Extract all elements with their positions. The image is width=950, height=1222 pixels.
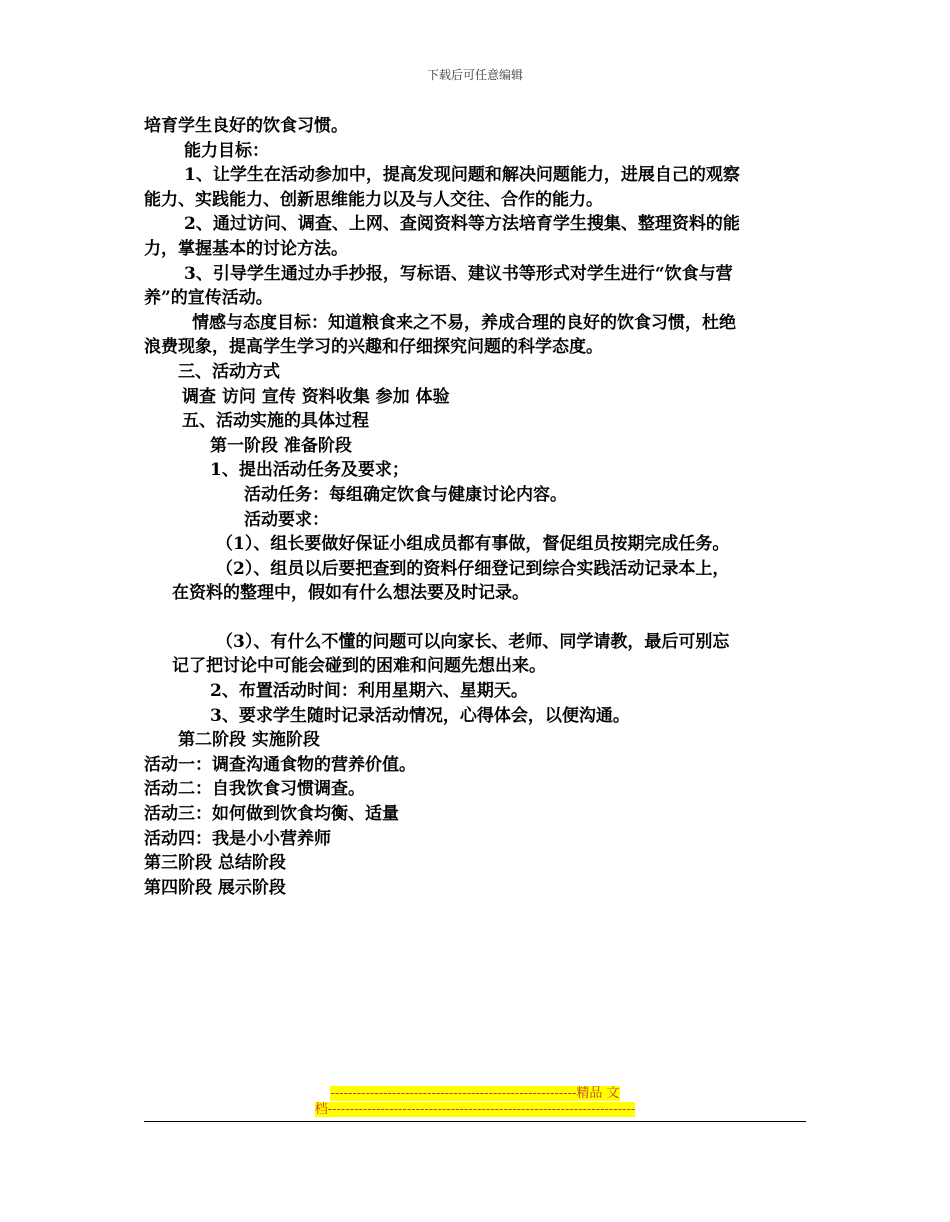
page-header: 下载后可任意编辑	[426, 68, 523, 82]
text-line: 五、活动实施的具体过程	[182, 411, 369, 432]
text-line: 活动四：我是小小营养师	[144, 828, 331, 849]
text-line: （3）、有什么不懂的问题可以向家长、老师、同学请教，最后可别忘	[216, 631, 730, 652]
text-line: 3、引导学生通过办手抄报，写标语、建议书等形式对学生进行“饮食与营	[184, 263, 733, 284]
text-line: 第二阶段 实施阶段	[178, 730, 320, 751]
text-line: 活动二：自我饮食习惯调查。	[144, 779, 365, 800]
text-line: 2、布置活动时间：利用星期六、星期天。	[210, 681, 528, 702]
text-line: 第一阶段 准备阶段	[210, 435, 352, 456]
text-line: （2）、组员以后要把查到的资料仔细登记到综合实践活动记录本上，	[216, 558, 730, 579]
text-line: 能力、实践能力、创新思维能力以及与人交往、合作的能力。	[144, 189, 603, 210]
text-line: 2、通过访问、调查、上网、查阅资料等方法培育学生搜集、整理资料的能	[184, 214, 740, 235]
text-line: 活动任务：每组确定饮食与健康讨论内容。	[244, 484, 567, 505]
text-line: 能力目标：	[184, 140, 269, 161]
text-line: 情感与态度目标：知道粮食来之不易，养成合理的良好的饮食习惯，杜绝	[192, 312, 736, 333]
text-line: 第三阶段 总结阶段	[144, 853, 286, 874]
text-line: 3、要求学生随时记录活动情况，心得体会，以便沟通。	[210, 705, 630, 726]
text-line: 养”的宣传活动。	[144, 288, 273, 309]
text-line: 调查 访问 宣传 资料收集 参加 体验	[182, 386, 450, 407]
footer-watermark	[0, 1086, 950, 1118]
text-line: 在资料的整理中，假如有什么想法要及时记录。	[172, 583, 529, 604]
document-body	[144, 114, 814, 900]
text-line: 三、活动方式	[178, 361, 280, 382]
footer-rule	[144, 1121, 806, 1122]
text-line: 活动要求：	[244, 509, 329, 530]
text-line: 1、让学生在活动参加中，提高发现问题和解决问题能力，进展自己的观察	[184, 165, 740, 186]
footer-line-2: 档----------------------------------------------------------------------	[314, 1102, 636, 1117]
text-line: 活动三：如何做到饮食均衡、适量	[144, 804, 399, 825]
text-line: （1）、组长要做好保证小组成员都有事做，督促组员按期完成任务。	[216, 534, 730, 555]
text-line: 力，掌握基本的讨论方法。	[144, 238, 348, 259]
blank-line	[144, 606, 814, 630]
footer-line-1: --------------------------------------------------------精品 文	[330, 1086, 620, 1101]
text-line: 1、提出活动任务及要求；	[210, 460, 409, 481]
text-line: 第四阶段 展示阶段	[144, 877, 286, 898]
text-line: 活动一：调查沟通食物的营养价值。	[144, 754, 416, 775]
text-line: 培育学生良好的饮食习惯。	[144, 116, 348, 136]
text-line: 记了把讨论中可能会碰到的困难和问题先想出来。	[172, 656, 546, 677]
text-line: 浪费现象，提高学生学习的兴趣和仔细探究问题的科学态度。	[144, 337, 603, 358]
